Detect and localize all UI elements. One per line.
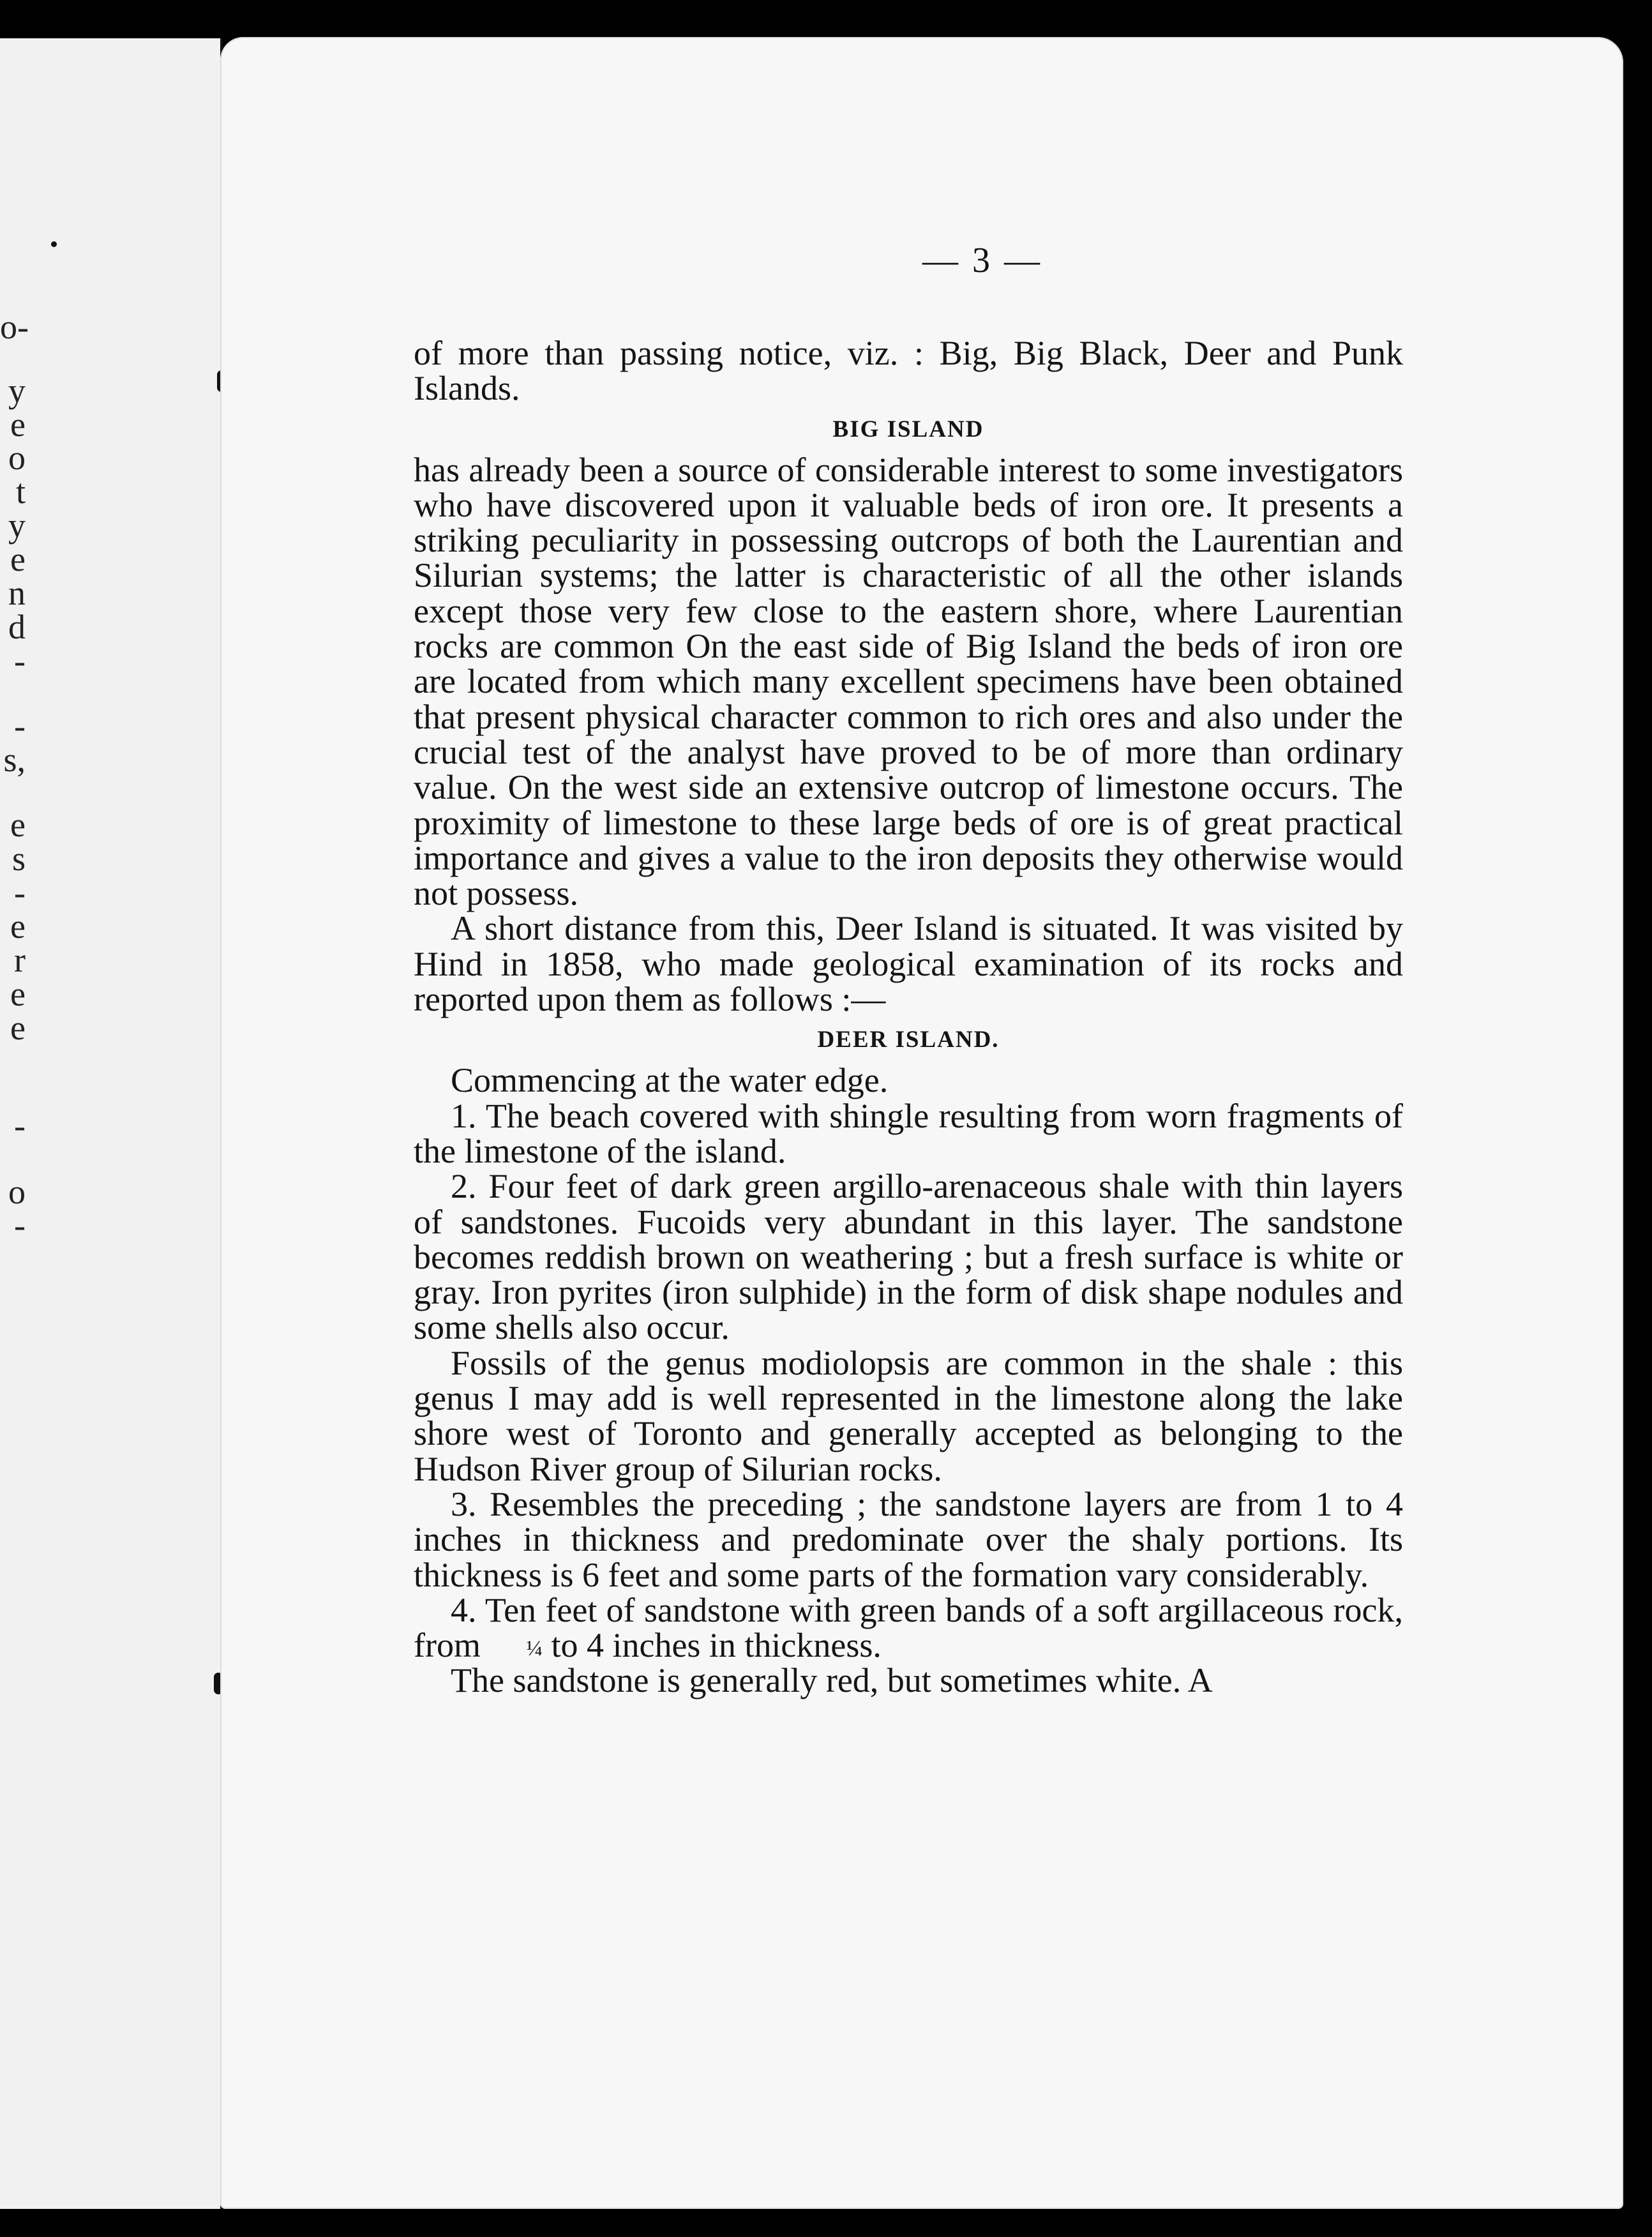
left-page-fragment: - xyxy=(14,642,26,680)
left-page-fragment: e xyxy=(10,806,26,844)
paragraph: of more than passing notice, viz. : Big, Big Black, Deer and Punk Islands. xyxy=(414,334,1403,408)
left-page-fragment: - xyxy=(14,707,26,745)
left-page-fragment: r xyxy=(14,941,26,979)
section-heading: BIG ISLAND xyxy=(832,416,984,442)
paragraph: Commencing at the water edge. xyxy=(451,1061,889,1100)
paragraph-text: 4. Ten feet of sandstone with green bands of a soft argillaceous rock, from xyxy=(414,1590,1403,1665)
paragraph: A short distance from this, Deer Island is situated. It was visited by Hind in 1858, who made geological examination of its rocks and reported upon them as follows :— xyxy=(414,909,1403,1019)
left-page-fragment: o xyxy=(8,439,26,477)
page-number: — 3 — xyxy=(922,241,1042,280)
paragraph: Fossils of the genus modiolopsis are common in the shale : this genus I may add is well represented in the limestone along the lake shore west of Toronto and generally accepted as belonging to the Hudson River group of Silurian rocks. xyxy=(414,1343,1403,1488)
book-page xyxy=(220,37,1623,2209)
left-page-fragment: e xyxy=(10,975,26,1013)
left-page-fragment: d xyxy=(8,608,26,646)
left-page-fragment: t xyxy=(15,472,26,511)
section-heading: DEER ISLAND. xyxy=(817,1027,1000,1053)
left-page-fragment: y xyxy=(8,506,26,545)
paragraph: 2. Four feet of dark green argillo-arenaceous shale with thin layers of sandstones. Fucoids very abundant in this layer. The sandstone becomes reddish brown on weathering ; but a fresh surface is white or gray. Iron pyrites (iron sulphide) in the form of disk shape nodules and some shells also occur. xyxy=(414,1167,1403,1347)
left-page-fragment: - xyxy=(14,1206,26,1244)
paragraph: 3. Resembles the preceding ; the sandstone layers are from 1 to 4 inches in thickness and predominate over the shaly portions. Its thickness is 6 feet and some parts of the formation vary considerably. xyxy=(414,1484,1403,1594)
speck xyxy=(51,241,57,247)
paragraph: 1. The beach covered with shingle resulting from worn fragments of the limestone of the island. xyxy=(414,1096,1403,1170)
left-page-fragment: y xyxy=(8,372,26,410)
left-page-fragment: o xyxy=(8,1173,26,1211)
left-page-fragment: e xyxy=(10,907,26,945)
left-page-fragment: e xyxy=(10,405,26,444)
previous-page-edge xyxy=(0,38,223,2209)
left-page-fragment: - xyxy=(14,873,26,912)
paragraph: The sandstone is generally red, but sometimes white. A xyxy=(451,1661,1213,1700)
left-page-fragment: n xyxy=(8,574,26,612)
left-page-fragment: s xyxy=(11,840,26,878)
page-body xyxy=(414,336,1403,1699)
left-page-fragment: e xyxy=(10,540,26,578)
left-page-fragment: o- xyxy=(0,308,29,346)
fraction: ¼ xyxy=(526,1636,543,1661)
left-page-fragment: - xyxy=(14,1106,26,1145)
left-page-fragment: s, xyxy=(3,741,26,779)
paragraph-text: to 4 inches in thickness. xyxy=(551,1626,882,1665)
paragraph xyxy=(414,1590,1403,1665)
paragraph: has already been a source of considerable interest to some investigators who have discovered upon it valuable beds of iron ore. It presents a striking peculiarity in possessing outcrops of both the Laurentian and Silurian systems; the latter is characteristic of all the other islands except those very few close to the eastern shore, where Laurentian rocks are common On the east side of Big Island the beds of iron ore are located from which many excellent specimens have been obtained that present physical character common to rich ores and also under the crucial test of the analyst have proved to be of more than ordinary value. On the west side an extensive outcrop of limestone occurs. The proximity of limestone to these large beds of ore is of great practical importance and gives a value to the iron deposits they otherwise would not possess. xyxy=(414,450,1403,913)
left-page-fragment: e xyxy=(10,1009,26,1047)
